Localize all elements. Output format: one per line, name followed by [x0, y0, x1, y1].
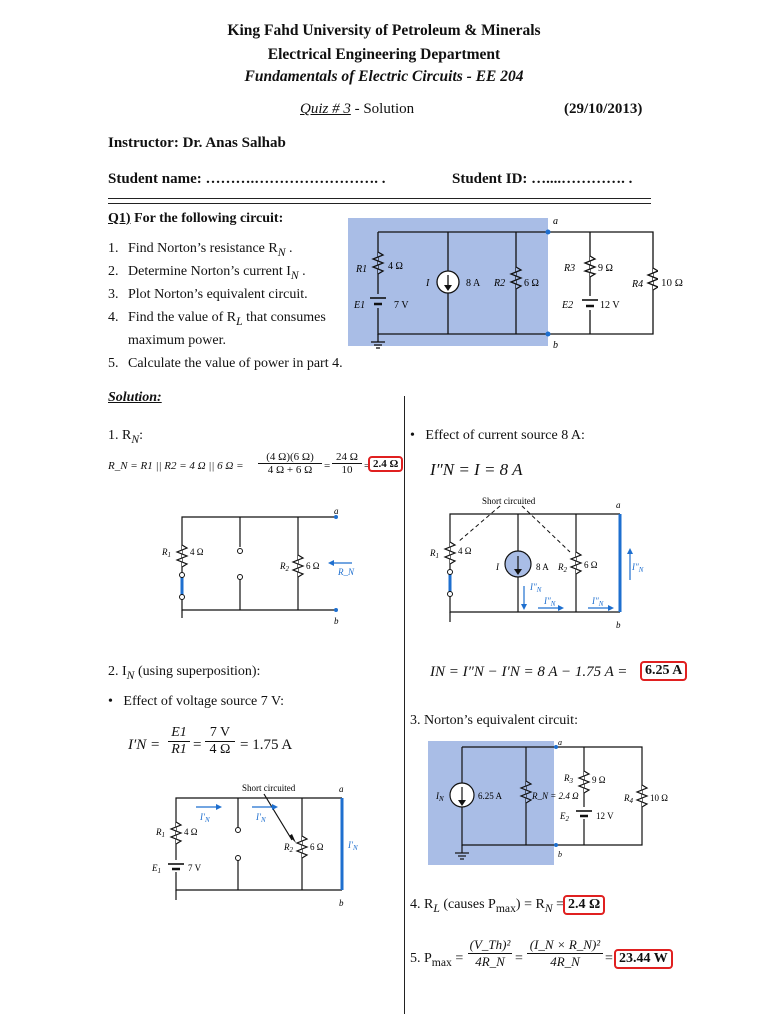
rn-open-terminal — [238, 549, 243, 554]
svg-text:9 Ω: 9 Ω — [592, 775, 606, 785]
svg-text:a: a — [339, 784, 344, 794]
svg-text:R4: $R_4$ — [624, 793, 633, 805]
svg-text:E2: $E_2$ — [560, 811, 569, 823]
rn-result: 2.4 Ω — [368, 456, 403, 472]
r4-resistor — [648, 268, 658, 290]
rn-equation: R_N = R1 || R2 = 4 Ω || 6 Ω = — [108, 460, 244, 472]
label-i: I — [426, 278, 430, 289]
svg-text:4 Ω: 4 Ω — [458, 546, 472, 556]
part5-lhs: 5. $P_{max}$ = — [410, 951, 464, 969]
norton-current-source — [450, 783, 474, 807]
e2-battery — [582, 296, 598, 310]
quiz-suffix: - Solution — [350, 101, 415, 117]
question-label: Q1) — [108, 211, 131, 226]
idouble-circuit-diagram — [418, 490, 658, 638]
label-b: b — [553, 340, 558, 351]
r3-resistor — [585, 256, 595, 277]
svg-text:12 V: 12 V — [596, 811, 614, 821]
question-item: 5. Calculate the value of power in part 4. — [108, 356, 343, 371]
iprime-lhs: I′N = — [128, 737, 161, 753]
svg-text:I′N: $I'_N$ — [200, 812, 210, 824]
iprime-frac1: E1 R1 — [168, 725, 190, 758]
question-item: 1. Find Norton’s resistance $R_N$ . — [108, 241, 293, 259]
label-r4: R4 — [632, 279, 644, 290]
rn-circuit-diagram — [158, 505, 358, 630]
question-prompt: For the following circuit: — [130, 211, 284, 226]
in-total-equation: IN = I″N − I′N = 8 A − 1.75 A = — [430, 664, 628, 680]
quiz-date: (29/10/2013) — [564, 101, 643, 117]
e1-battery — [370, 294, 386, 308]
part1-heading: 1. $R_N$: — [108, 428, 144, 446]
column-divider — [404, 396, 405, 1014]
value-i: 8 A — [466, 278, 481, 289]
ip-e1-battery — [168, 860, 184, 872]
svg-text:6 Ω: 6 Ω — [306, 561, 320, 571]
svg-text:R2: $R_2$ — [558, 562, 567, 574]
in-result: 6.25 A — [640, 661, 687, 681]
rn-arrow-label: R_N — [338, 567, 355, 577]
svg-text:b: b — [334, 616, 339, 626]
svg-text:I″N: $I''_N$ — [544, 596, 556, 608]
iprime-circuit-diagram — [146, 780, 376, 915]
department-name: Electrical Engineering Department — [267, 46, 501, 63]
value-r1: 4 Ω — [388, 261, 403, 272]
quiz-label: Quiz # 3 — [300, 101, 351, 117]
svg-text:10 Ω: 10 Ω — [650, 793, 668, 803]
label-e1: E1 — [354, 300, 366, 311]
part4-equation: 4. $R_L$ (causes $P_{max}) = R_N$ = — [410, 897, 564, 915]
part5-frac1: (V_Th)² 4R_N — [469, 937, 511, 969]
question-item: maximum power. — [128, 333, 226, 348]
label-r1: R1 — [356, 264, 368, 275]
question-item: 3. Plot Norton’s equivalent circuit. — [108, 287, 308, 302]
svg-text:I″N: $I''_N$ — [530, 582, 542, 594]
id-short-label: Short circuited — [482, 496, 536, 506]
idouble-equation: I″N = I = 8 A — [430, 460, 523, 479]
svg-text:I′N: $I'_N$ — [256, 812, 266, 824]
svg-text:4 Ω: 4 Ω — [190, 547, 204, 557]
svg-text:R3: $R_3$ — [564, 773, 573, 785]
rn-fraction-2: 24 Ω 10 — [332, 451, 362, 476]
svg-text:4 Ω: 4 Ω — [184, 827, 198, 837]
ip-short-label: Short circuited — [242, 783, 296, 793]
part5-result: 23.44 W — [614, 949, 673, 969]
svg-text:I′N: $I'_N$ — [348, 840, 358, 852]
svg-text:Short circuited — [242, 783, 296, 793]
terminal-b — [546, 332, 551, 337]
university-name: King Fahd University of Petroleum & Minerals — [227, 22, 541, 39]
student-id-field: Student ID: …....…………. . — [452, 171, 633, 187]
norton-rn-value: R_N = 2.4 Ω — [532, 791, 579, 801]
part4-result: 2.4 Ω — [563, 895, 605, 915]
part2-heading: 2. $I_N$ (using superposition): — [108, 664, 261, 682]
current-source-i — [437, 271, 459, 293]
iprime-frac2: 7 V 4 Ω — [205, 725, 235, 758]
effect-voltage-bullet: • Effect of voltage source 7 V: — [108, 694, 284, 709]
header-separator — [108, 198, 651, 204]
svg-text:b: b — [616, 620, 621, 630]
svg-text:R1: $R_1$ — [430, 548, 439, 560]
ip-r2-resistor — [297, 836, 307, 858]
terminal-a — [546, 230, 551, 235]
course-title: Fundamentals of Electric Circuits - EE 204 — [244, 68, 524, 85]
value-e1: 7 V — [394, 300, 409, 311]
part3-heading: 3. Norton’s equivalent circuit: — [410, 713, 578, 728]
svg-text:8 A: 8 A — [536, 562, 549, 572]
svg-text:I″N: $I''_N$ — [592, 596, 604, 608]
effect-current-bullet: • Effect of current source 8 A: — [410, 428, 585, 443]
svg-text:R1: $R_1$ — [156, 827, 165, 839]
svg-text:R1: $R_1$ — [162, 547, 171, 559]
rn-r2-resistor — [293, 555, 303, 577]
svg-text:IN: $I_N$ — [436, 791, 444, 803]
svg-text:a: a — [558, 738, 562, 747]
svg-text:7 V: 7 V — [188, 863, 202, 873]
label-e2: E2 — [562, 300, 574, 311]
ip-r1-resistor — [171, 822, 181, 844]
instructor: Instructor: Dr. Anas Salhab — [108, 135, 286, 151]
norton-shading — [428, 741, 554, 865]
label-r3: R3 — [564, 263, 576, 274]
rn-r1-resistor — [177, 545, 187, 567]
rn-fraction: (4 Ω)(6 Ω) 4 Ω + 6 Ω — [258, 451, 322, 476]
main-circuit-diagram — [348, 212, 658, 354]
value-e2: 12 V — [600, 300, 620, 311]
svg-text:6 Ω: 6 Ω — [310, 842, 324, 852]
svg-text:R2: $R_2$ — [284, 842, 293, 854]
svg-text:6 Ω: 6 Ω — [584, 560, 598, 570]
svg-text:b: b — [339, 898, 344, 908]
svg-text:b: b — [558, 850, 562, 859]
norton-in-value: 6.25 A — [478, 791, 503, 801]
svg-text:E1: $E_1$ — [152, 863, 161, 875]
question-heading — [108, 211, 283, 227]
label-a: a — [553, 216, 558, 227]
id-current-source — [505, 551, 531, 577]
svg-text:a: a — [334, 506, 339, 516]
label-r2: R2 — [494, 278, 506, 289]
part5-frac2: (I_N × R_N)² 4R_N — [527, 937, 603, 970]
student-name-field: Student name: ……….……………………. . — [108, 171, 386, 187]
svg-text:R2: $R_2$ — [280, 561, 289, 573]
svg-text:I″N: $I''_N$ — [632, 562, 644, 574]
svg-text:I: I — [496, 562, 499, 572]
question-item: 2. Determine Norton’s current $I_N$ . — [108, 264, 306, 282]
svg-text:a: a — [616, 500, 621, 510]
question-item: 4. Find the value of $R_L$ that consumes — [108, 310, 326, 328]
quiz-title — [300, 101, 414, 118]
solution-heading: Solution: — [108, 390, 162, 405]
value-r3: 9 Ω — [598, 263, 613, 274]
value-r4: 10 Ω — [661, 277, 683, 289]
iprime-result: = 1.75 A — [240, 737, 293, 753]
value-r2: 6 Ω — [524, 278, 539, 289]
question-list — [108, 237, 353, 375]
norton-equivalent-diagram — [426, 737, 686, 867]
